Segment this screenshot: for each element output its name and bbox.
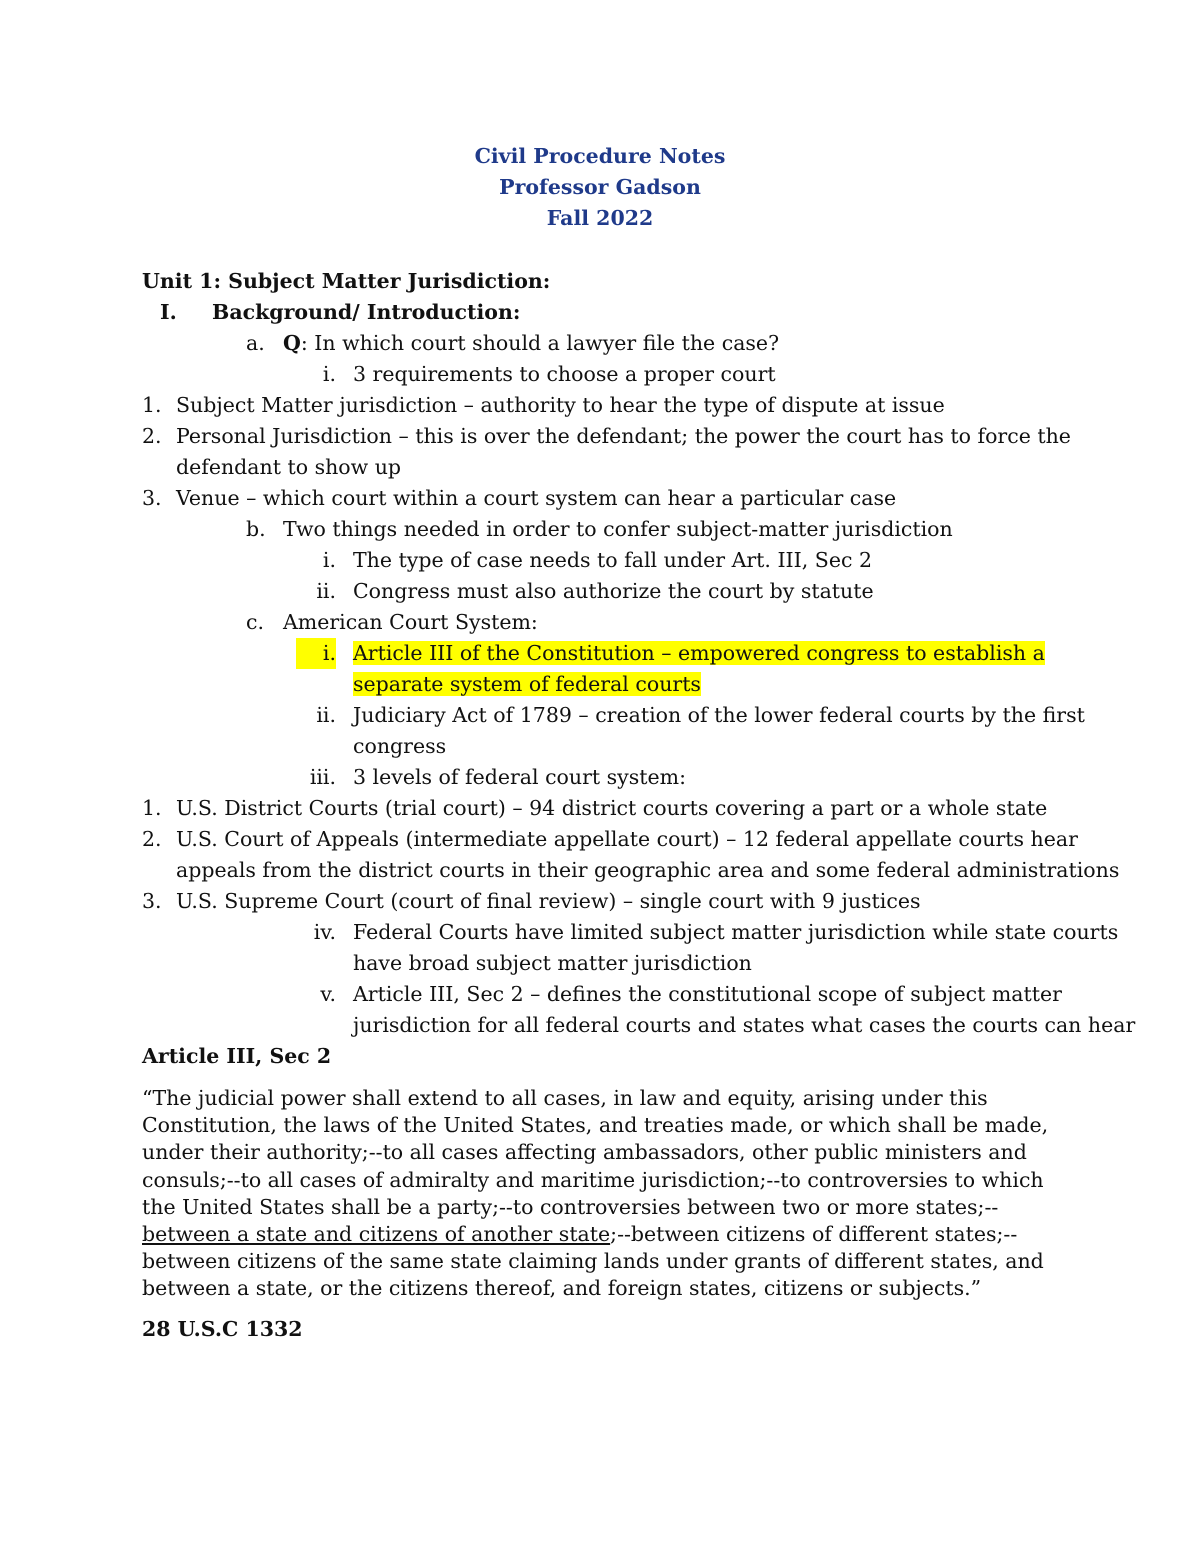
- question-label: Q: [283, 331, 301, 355]
- article-heading: Article III, Sec 2: [142, 1044, 332, 1068]
- quote-before: “The judicial power shall extend to all cases, in law and equity, arising under this Constitution, the laws of the United States, and treaties made, or which shall be made, under their authority;--to all cases affecting ambassadors, other public ministers and consuls;--to all cases of admiralty and maritime jurisdiction;--to controversies to which the United States shall be a party;--to controversies between two or more states;--: [142, 1086, 1049, 1219]
- item-a-i: 3 requirements to choose a proper court: [353, 362, 776, 386]
- item-c-iv: Federal Courts have limited subject matter jurisdiction while state courts: [353, 920, 1119, 944]
- item-b-marker: b.: [246, 517, 266, 541]
- level-1-marker: 1.: [142, 796, 162, 820]
- item-c-i-marker: i.: [296, 638, 336, 669]
- quote-underlined: between a state and citizens of another state: [142, 1222, 611, 1247]
- req-2: Personal Jurisdiction – this is over the defendant; the power the court has to force the: [176, 424, 1071, 448]
- item-c: American Court System:: [283, 610, 538, 634]
- item-a-i-marker: i.: [322, 362, 336, 386]
- professor-name: Professor Gadson: [499, 175, 701, 199]
- level-1: U.S. District Courts (trial court) – 94 district courts covering a part or a whole state: [176, 796, 1048, 820]
- item-b-ii: Congress must also authorize the court by statute: [353, 579, 874, 603]
- statute-heading: 28 U.S.C 1332: [142, 1317, 303, 1341]
- item-a-marker: a.: [246, 331, 265, 355]
- item-c-iii-marker: iii.: [309, 765, 336, 789]
- req-1: Subject Matter jurisdiction – authority to hear the type of dispute at issue: [176, 393, 945, 417]
- req-1-marker: 1.: [142, 393, 162, 417]
- item-b-i: The type of case needs to fall under Art. III, Sec 2: [353, 548, 872, 572]
- level-3: U.S. Supreme Court (court of final review) – single court with 9 justices: [176, 889, 921, 913]
- req-2-cont: defendant to show up: [176, 455, 402, 479]
- highlight-c-i-2: separate system of federal courts: [353, 672, 701, 696]
- item-c-i: [353, 638, 1045, 669]
- item-c-v-marker: v.: [320, 982, 336, 1006]
- item-c-iv-cont: have broad subject matter jurisdiction: [353, 951, 752, 975]
- level-2-cont: appeals from the district courts in their geographic area and some federal administrations: [176, 858, 1120, 882]
- section-marker: I.: [160, 300, 177, 324]
- highlight-c-i-1: Article III of the Constitution – empowered congress to establish a: [353, 641, 1045, 665]
- item-c-ii-cont: congress: [353, 734, 447, 758]
- item-c-ii: Judiciary Act of 1789 – creation of the lower federal courts by the first: [353, 703, 1085, 727]
- item-c-iii: 3 levels of federal court system:: [353, 765, 686, 789]
- quote-after: ;--between citizens of different states;--between citizens of the same state claiming lands under grants of different states, and between a state, or the citizens thereof, and foreign states, citizens or subjects.”: [142, 1222, 1044, 1301]
- req-2-marker: 2.: [142, 424, 162, 448]
- req-3-marker: 3.: [142, 486, 162, 510]
- item-c-ii-marker: ii.: [316, 703, 336, 727]
- level-2: U.S. Court of Appeals (intermediate appellate court) – 12 federal appellate courts hear: [176, 827, 1078, 851]
- document-title: Civil Procedure Notes: [474, 144, 726, 168]
- section-heading: Background/ Introduction:: [212, 300, 521, 324]
- term: Fall 2022: [546, 206, 654, 230]
- article-quote: [142, 1085, 1057, 1303]
- item-c-v-cont: jurisdiction for all federal courts and states what cases the courts can hear: [353, 1013, 1136, 1037]
- item-c-marker: c.: [246, 610, 264, 634]
- item-c-v: Article III, Sec 2 – defines the constitutional scope of subject matter: [353, 982, 1062, 1006]
- unit-heading: Unit 1: Subject Matter Jurisdiction:: [142, 269, 551, 293]
- item-a-text: : In which court should a lawyer file the case?: [300, 331, 780, 355]
- level-3-marker: 3.: [142, 889, 162, 913]
- item-c-iv-marker: iv.: [313, 920, 336, 944]
- item-b-i-marker: i.: [322, 548, 336, 572]
- item-c-i-cont: [353, 669, 701, 700]
- item-a: [283, 328, 779, 359]
- item-b-ii-marker: ii.: [316, 579, 336, 603]
- req-3: Venue – which court within a court system can hear a particular case: [176, 486, 897, 510]
- level-2-marker: 2.: [142, 827, 162, 851]
- item-b: Two things needed in order to confer subject-matter jurisdiction: [283, 517, 953, 541]
